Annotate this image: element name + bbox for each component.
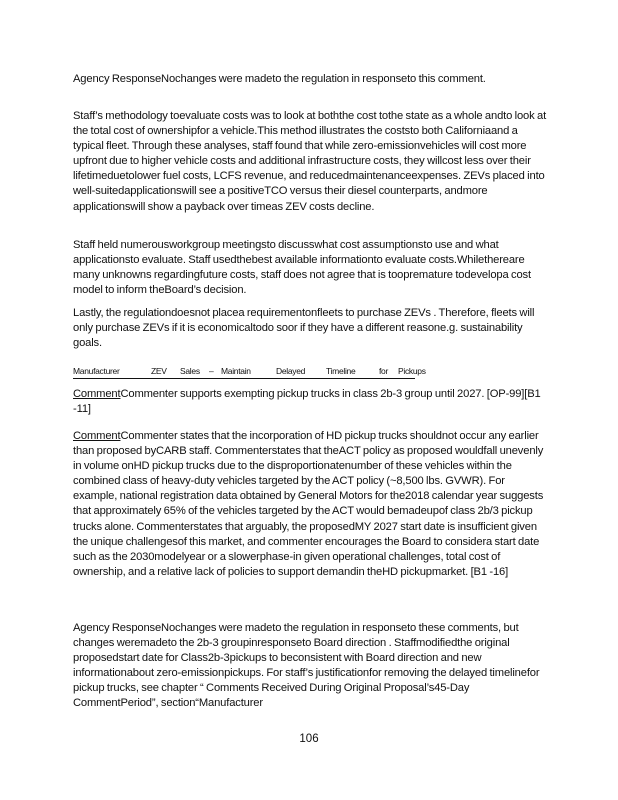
heading-word: Delayed: [276, 366, 306, 376]
agency-response-paragraph-2: Agency ResponseNochanges were madeto the regulation in responseto these comments, but changes weremadeto the 2b-3 groupinresponseto Board direction . Staffmodifiedthe original proposedstart date for Class2b-3pickups to beconsistent with Board direction and new informationabout zero-emissionpickups. For staff’s justificationfor removing the delayed timelinefor pickup trucks, see chapter “ Comments Received During Original Proposal’s45-Day CommentPeriod”, section“Manufacturer: [73, 622, 540, 710]
heading-word: Sales: [180, 366, 200, 376]
heading-word: for: [379, 366, 389, 376]
comment-2: [73, 429, 547, 580]
heading-word: –: [209, 366, 214, 376]
heading-word: Maintain: [221, 366, 251, 376]
regulation-requirement-paragraph: Lastly, the regulationdoesnot placea requirementonfleets to purchase ZEVs . Therefore, fleets will only purchase ZEVs if it is economicaltodo soor if they have a different reasone.g. sustainability goals.: [73, 307, 535, 350]
section-heading: [73, 366, 426, 379]
heading-word: ZEV: [151, 366, 167, 376]
agency-response-paragraph-1: Agency ResponseNochanges were madeto the regulation in responseto this comment.: [73, 73, 486, 85]
heading-word: Timeline: [326, 366, 356, 376]
cost-methodology-paragraph: Staff’s methodology toevaluate costs was to look at boththe cost tothe state as a whole andto look at the total cost of ownershipfor a vehicle.This method illustrates the coststo both Californiaand a typical fleet. Through these analyses, staff found that while zero-emissionvehicles will cost more upfront due to higher vehicle costs and additional infrastructure costs, they willcost less over their lifetimeduetolower fuel costs, LCFS revenue, and reducedmaintenanceexpenses. ZEVs placed into well-suitedapplicationswill see a positiveTCO versus their diesel counterparts, andmore applicationswill show a payback over timeas ZEV costs decline.: [73, 110, 547, 213]
comment-1: [73, 387, 547, 417]
comment-label: Comment: [73, 388, 121, 400]
workgroup-paragraph: Staff held numerousworkgroup meetingsto discusswhat cost assumptionsto use and what applicationsto evaluate. Staff usedthebest available informationto evaluate costs.Whilethereare many unknowns regardingfuture costs, staff does not agree that is toopremature todevelopa cost model to inform theBoard’s decision.: [73, 239, 531, 297]
comment-text: Commenter states that the incorporation of HD pickup trucks shouldnot occur any earlier than proposed byCARB staff. Commenterstates that theACT policy as proposed wouldfall unevenly in volume onHD pickup trucks due to the disproportionatenumber of these vehicles within the combined class of heavy-duty vehicles targeted by the ACT policy (~8,500 lbs. GVWR). For example, national registration data obtained by General Motors for the2018 calendar year suggests that approximately 65% of the vehicles targeted by the ACT would bemadeupof class 2b/3 pickup trucks alone. Commenterstates that arguably, the proposedMY 2027 start date is insufficient given the unique challengesof this market, and commenter encourages the Board to considera start date such as the 2030modelyear or a slowerphase-in given operational challenges, total cost of ownership, and a relative lack of policies to support demandin theHD pickupmarket. [B1 -16]: [73, 430, 544, 578]
comment-label: Comment: [73, 430, 121, 442]
heading-word: Manufacturer: [73, 366, 120, 376]
page-number: 106: [299, 733, 319, 745]
heading-word: Pickups: [398, 366, 426, 376]
comment-text: Commenter supports exempting pickup trucks in class 2b-3 group until 2027. [OP-99][B1 -11]: [73, 388, 541, 416]
